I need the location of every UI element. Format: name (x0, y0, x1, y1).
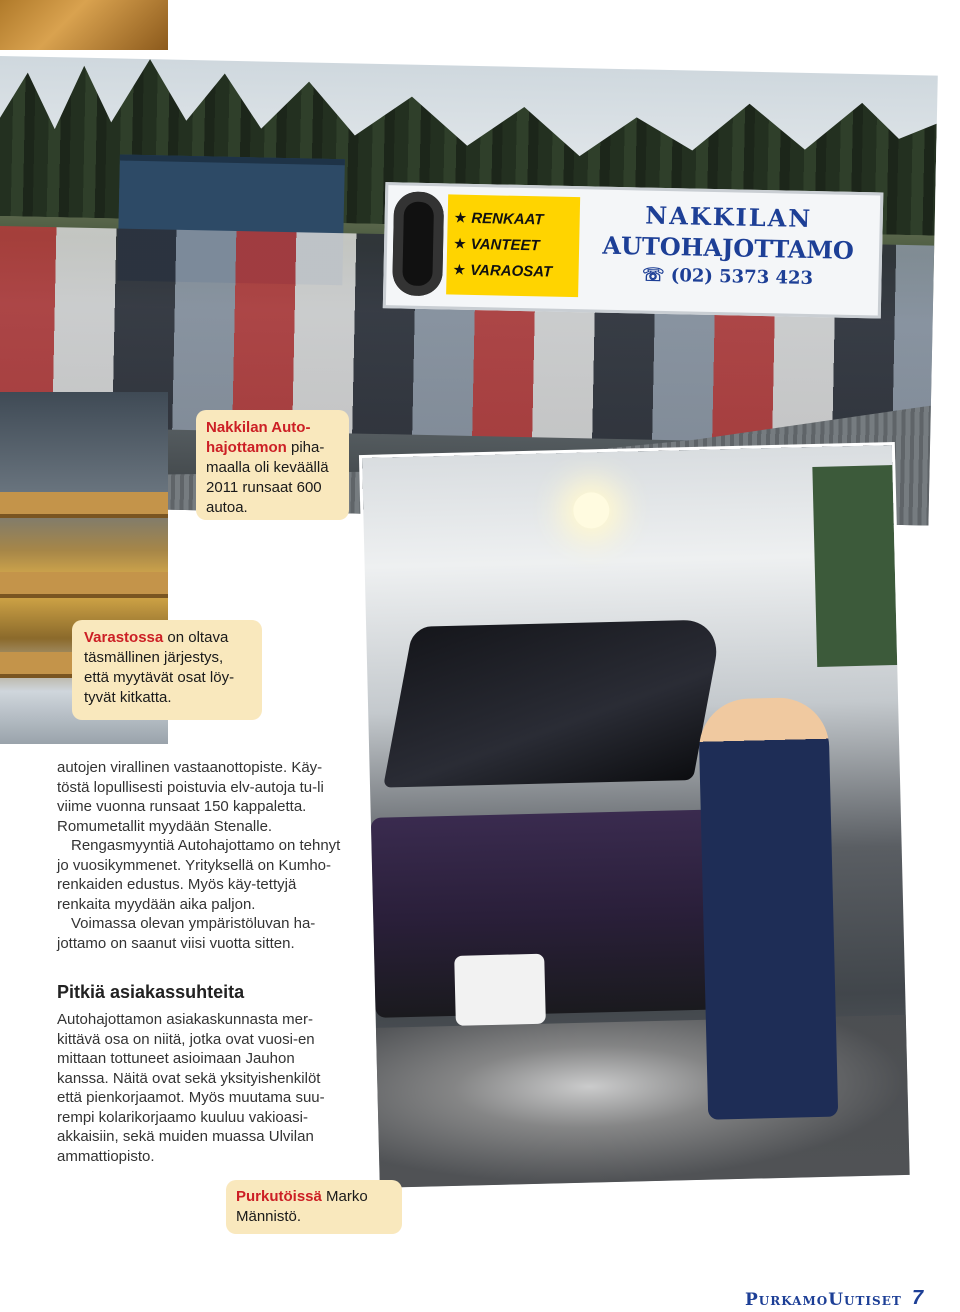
sign-business: AUTOHAJOTTAMO (602, 230, 855, 265)
body-paragraph: Voimassa olevan ympäristöluvan ha-jottamo on saanut viisi vuotta sitten. (57, 915, 316, 952)
body-paragraph: Rengasmyyntiä Autohajottamo on tehnyt jo vuosikymmenet. Yrityksellä on Kumho-renkaiden edustus. Myös käy-tettyjä renkaita myydään aika paljon. (57, 837, 341, 913)
tire-icon (392, 191, 444, 296)
sign-service-2: ★ VANTEET (452, 235, 540, 255)
photo-strip (0, 0, 168, 50)
article-subheading: Pitkiä asiakassuhteita (57, 982, 245, 1002)
body-paragraph-2: Autohajottamon asiakaskunnasta mer-kittävä osa on niitä, jotka ovat vuosi-en mittaan tottuneet asioimaan Jauhon kanssa. Näitä ovat sekä yksityishenkilöt että pienkorjaamot. Myös muutama suu-rempi kolarikorjaamo kuuluu vakioasi-akkaisiin, sekä muiden muassa Ulvilan ammattiopisto. (57, 1011, 325, 1165)
sign-services (446, 194, 580, 297)
dismantled-car (371, 809, 736, 1018)
mechanic (698, 697, 838, 1120)
shelf (0, 492, 168, 518)
coolant-tank (454, 954, 546, 1026)
caption-workshop-lead: Purkutöissä (236, 1188, 322, 1205)
shelf (0, 572, 168, 598)
open-hood (383, 619, 723, 787)
caption-warehouse-text: on oltava täsmällinen järjestys, että myytävät osat löy-tyvät kitkatta. (84, 629, 235, 706)
sign-name-block (586, 195, 870, 309)
caption-workshop-text: Marko Männistö. (236, 1188, 368, 1225)
photo-workshop (362, 445, 910, 1188)
sign-service-1: ★ RENKAAT (453, 209, 544, 229)
sign-name: NAKKILAN (645, 200, 813, 234)
sign-phone: ☏ (02) 5373 423 (641, 264, 814, 290)
sign-service-3: ★ VARAOSAT (452, 261, 553, 281)
caption-yard (196, 410, 349, 520)
caption-warehouse (72, 620, 262, 720)
page-number: 7 (912, 1287, 924, 1309)
work-lamp (573, 492, 610, 529)
article-body (57, 758, 347, 953)
body-paragraph: autojen virallinen vastaanottopiste. Käy-töstä lopullisesti poistuvia elv-autoja tu-li viime vuonna runsaat 150 kappaletta. Romumetallit myydään Stenalle. (57, 759, 324, 835)
caption-warehouse-lead: Varastossa (84, 629, 164, 646)
caption-yard-text: piha-maalla oli keväällä 2011 runsaat 600 autoa. (206, 439, 329, 516)
business-sign (383, 182, 884, 318)
caption-yard-lead: Nakkilan Auto-hajottamon (206, 419, 311, 456)
publication-name: PurkamoUutiset (745, 1290, 902, 1310)
green-tarp (812, 465, 897, 667)
caption-workshop (226, 1180, 402, 1234)
